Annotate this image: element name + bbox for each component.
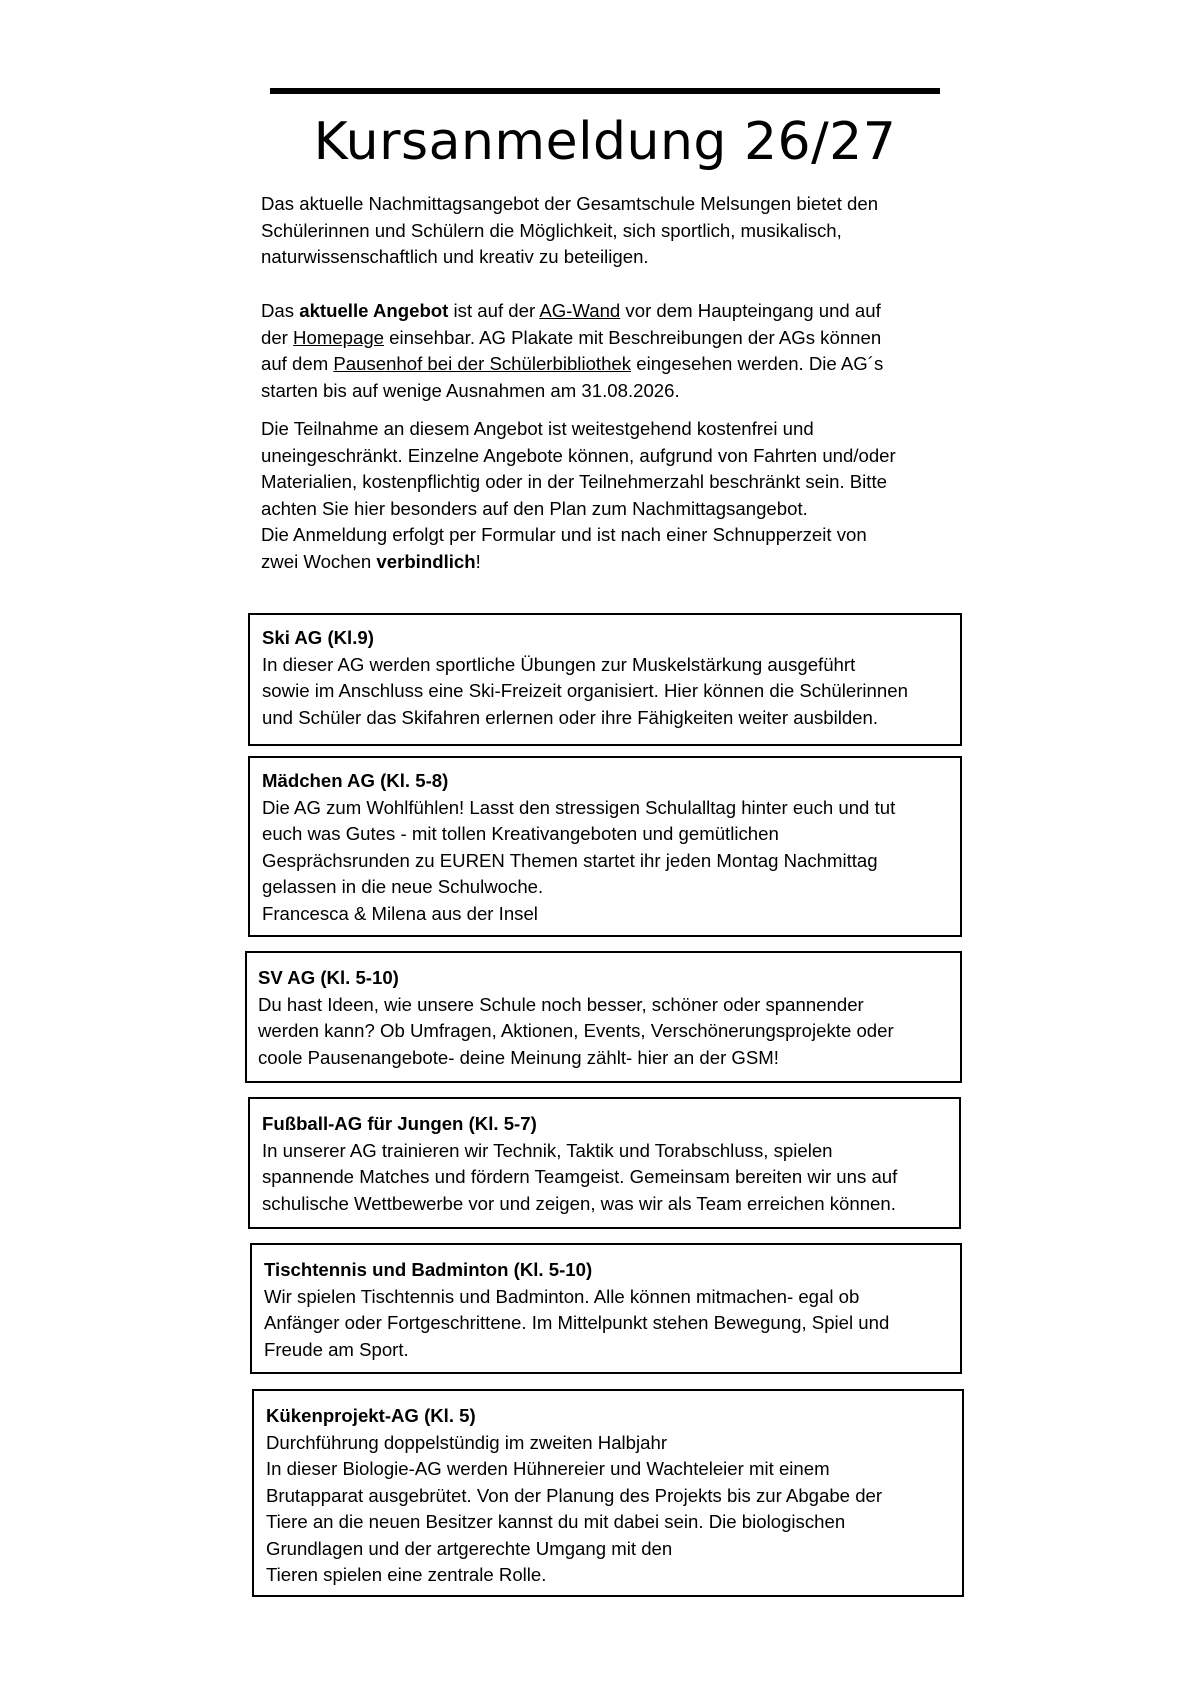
intro-paragraph-1 <box>261 191 961 271</box>
course-line: werden kann? Ob Umfragen, Aktionen, Events, Verschönerungsprojekte oder <box>258 1020 894 1041</box>
text: vor dem Haupteingang und auf <box>620 300 881 321</box>
course-heading: Kükenprojekt-AG (Kl. 5) <box>266 1405 476 1426</box>
course-line: Tieren spielen eine zentrale Rolle. <box>266 1564 547 1585</box>
current-offer-emphasis: aktuelle Angebot <box>299 300 449 321</box>
course-box-tischtennis <box>250 1243 962 1374</box>
course-heading: Ski AG (Kl.9) <box>262 627 374 648</box>
course-line: Wir spielen Tischtennis und Badminton. Alle können mitmachen- egal ob <box>264 1285 860 1307</box>
homepage-link[interactable]: Homepage <box>293 326 385 348</box>
course-line: Francesca & Milena aus der Insel <box>262 902 538 924</box>
intro-line: naturwissenschaftlich und kreativ zu beteiligen. <box>261 246 649 267</box>
intro-line: starten bis auf wenige Ausnahmen am 31.08.2026. <box>261 379 680 401</box>
course-line: Du hast Ideen, wie unsere Schule noch besser, schöner oder spannender <box>258 993 864 1015</box>
page-title: Kursanmeldung 26/27 <box>313 112 897 172</box>
course-line: coole Pausenangebote- deine Meinung zählt- hier an der GSM! <box>258 1046 779 1068</box>
pausenhof-link[interactable]: Pausenhof bei der Schülerbibliothek <box>333 353 632 374</box>
intro-line <box>261 298 961 325</box>
ag-wand-link[interactable]: AG-Wand <box>539 300 621 321</box>
course-line: euch was Gutes - mit tollen Kreativangeboten und gemütlichen <box>262 823 779 844</box>
course-line: In dieser Biologie-AG werden Hühnereier und Wachteleier mit einem <box>266 1458 830 1479</box>
intro-paragraph-3 <box>261 416 961 575</box>
text: eingesehen werden. Die AG´s <box>631 353 884 374</box>
intro-line: Schülerinnen und Schülern die Möglichkeit, sich sportlich, musikalisch, <box>261 219 842 241</box>
text: Das <box>261 300 300 321</box>
course-line: Durchführung doppelstündig im zweiten Halbjahr <box>266 1431 668 1453</box>
course-line: Brutapparat ausgebrütet. Von der Planung des Projekts bis zur Abgabe der <box>266 1484 883 1506</box>
course-line: spannende Matches und fördern Teamgeist. Gemeinsam bereiten wir uns auf <box>262 1166 898 1187</box>
text: auf dem <box>261 353 334 374</box>
course-line: Freude am Sport. <box>264 1338 409 1360</box>
text: zwei Wochen <box>261 550 377 572</box>
text: ist auf der <box>448 300 540 321</box>
course-line: und Schüler das Skifahren erlernen oder ihre Fähigkeiten weiter ausbilden. <box>262 706 879 728</box>
intro-line: uneingeschränkt. Einzelne Angebote können, aufgrund von Fahrten und/oder <box>261 444 896 466</box>
title-rule <box>270 88 940 94</box>
course-line: gelassen in die neue Schulwoche. <box>262 876 544 897</box>
intro-paragraph-2 <box>261 298 961 404</box>
text: ! <box>475 550 481 572</box>
intro-line: Die Anmeldung erfolgt per Formular und ist nach einer Schnupperzeit von <box>261 524 867 545</box>
intro-line <box>261 325 961 352</box>
course-line: Tiere an die neuen Besitzer kannst du mit dabei sein. Die biologischen <box>266 1511 846 1532</box>
course-line: Grundlagen und der artgerechte Umgang mit den <box>266 1537 673 1559</box>
course-line: In unserer AG trainieren wir Technik, Taktik und Torabschluss, spielen <box>262 1139 833 1161</box>
course-heading: Mädchen AG (Kl. 5-8) <box>262 770 449 791</box>
course-box-maedchen <box>248 756 962 937</box>
course-box-kueken <box>252 1389 964 1597</box>
text: der <box>261 326 294 348</box>
text: einsehbar. AG Plakate mit Beschreibungen der AGs können <box>384 326 882 348</box>
course-line: Die AG zum Wohlfühlen! Lasst den stressigen Schulalltag hinter euch und tut <box>262 796 896 818</box>
course-heading: Fußball-AG für Jungen (Kl. 5-7) <box>262 1113 537 1134</box>
intro-line: Das aktuelle Nachmittagsangebot der Gesamtschule Melsungen bietet den <box>261 193 879 214</box>
binding-emphasis: verbindlich <box>376 550 476 572</box>
intro-line <box>261 351 961 378</box>
course-line: sowie im Anschluss eine Ski-Freizeit organisiert. Hier können die Schülerinnen <box>262 680 908 701</box>
course-line: Anfänger oder Fortgeschrittene. Im Mittelpunkt stehen Bewegung, Spiel und <box>264 1312 890 1333</box>
intro-line <box>261 549 961 576</box>
intro-line: Materialien, kostenpflichtig oder in der Teilnehmerzahl beschränkt sein. Bitte <box>261 471 887 492</box>
intro-line: Die Teilnahme an diesem Angebot ist weitestgehend kostenfrei und <box>261 418 814 439</box>
course-heading: SV AG (Kl. 5-10) <box>258 967 399 988</box>
intro-line: achten Sie hier besonders auf den Plan zum Nachmittagsangebot. <box>261 497 808 519</box>
course-line: Gesprächsrunden zu EUREN Themen startet ihr jeden Montag Nachmittag <box>262 849 878 871</box>
course-box-fussball <box>248 1097 961 1229</box>
course-box-ski <box>248 613 962 746</box>
course-heading: Tischtennis und Badminton (Kl. 5-10) <box>264 1259 593 1280</box>
course-box-sv <box>245 951 962 1083</box>
course-line: schulische Wettbewerbe vor und zeigen, was wir als Team erreichen können. <box>262 1192 896 1214</box>
course-line: In dieser AG werden sportliche Übungen zur Muskelstärkung ausgeführt <box>262 653 856 675</box>
